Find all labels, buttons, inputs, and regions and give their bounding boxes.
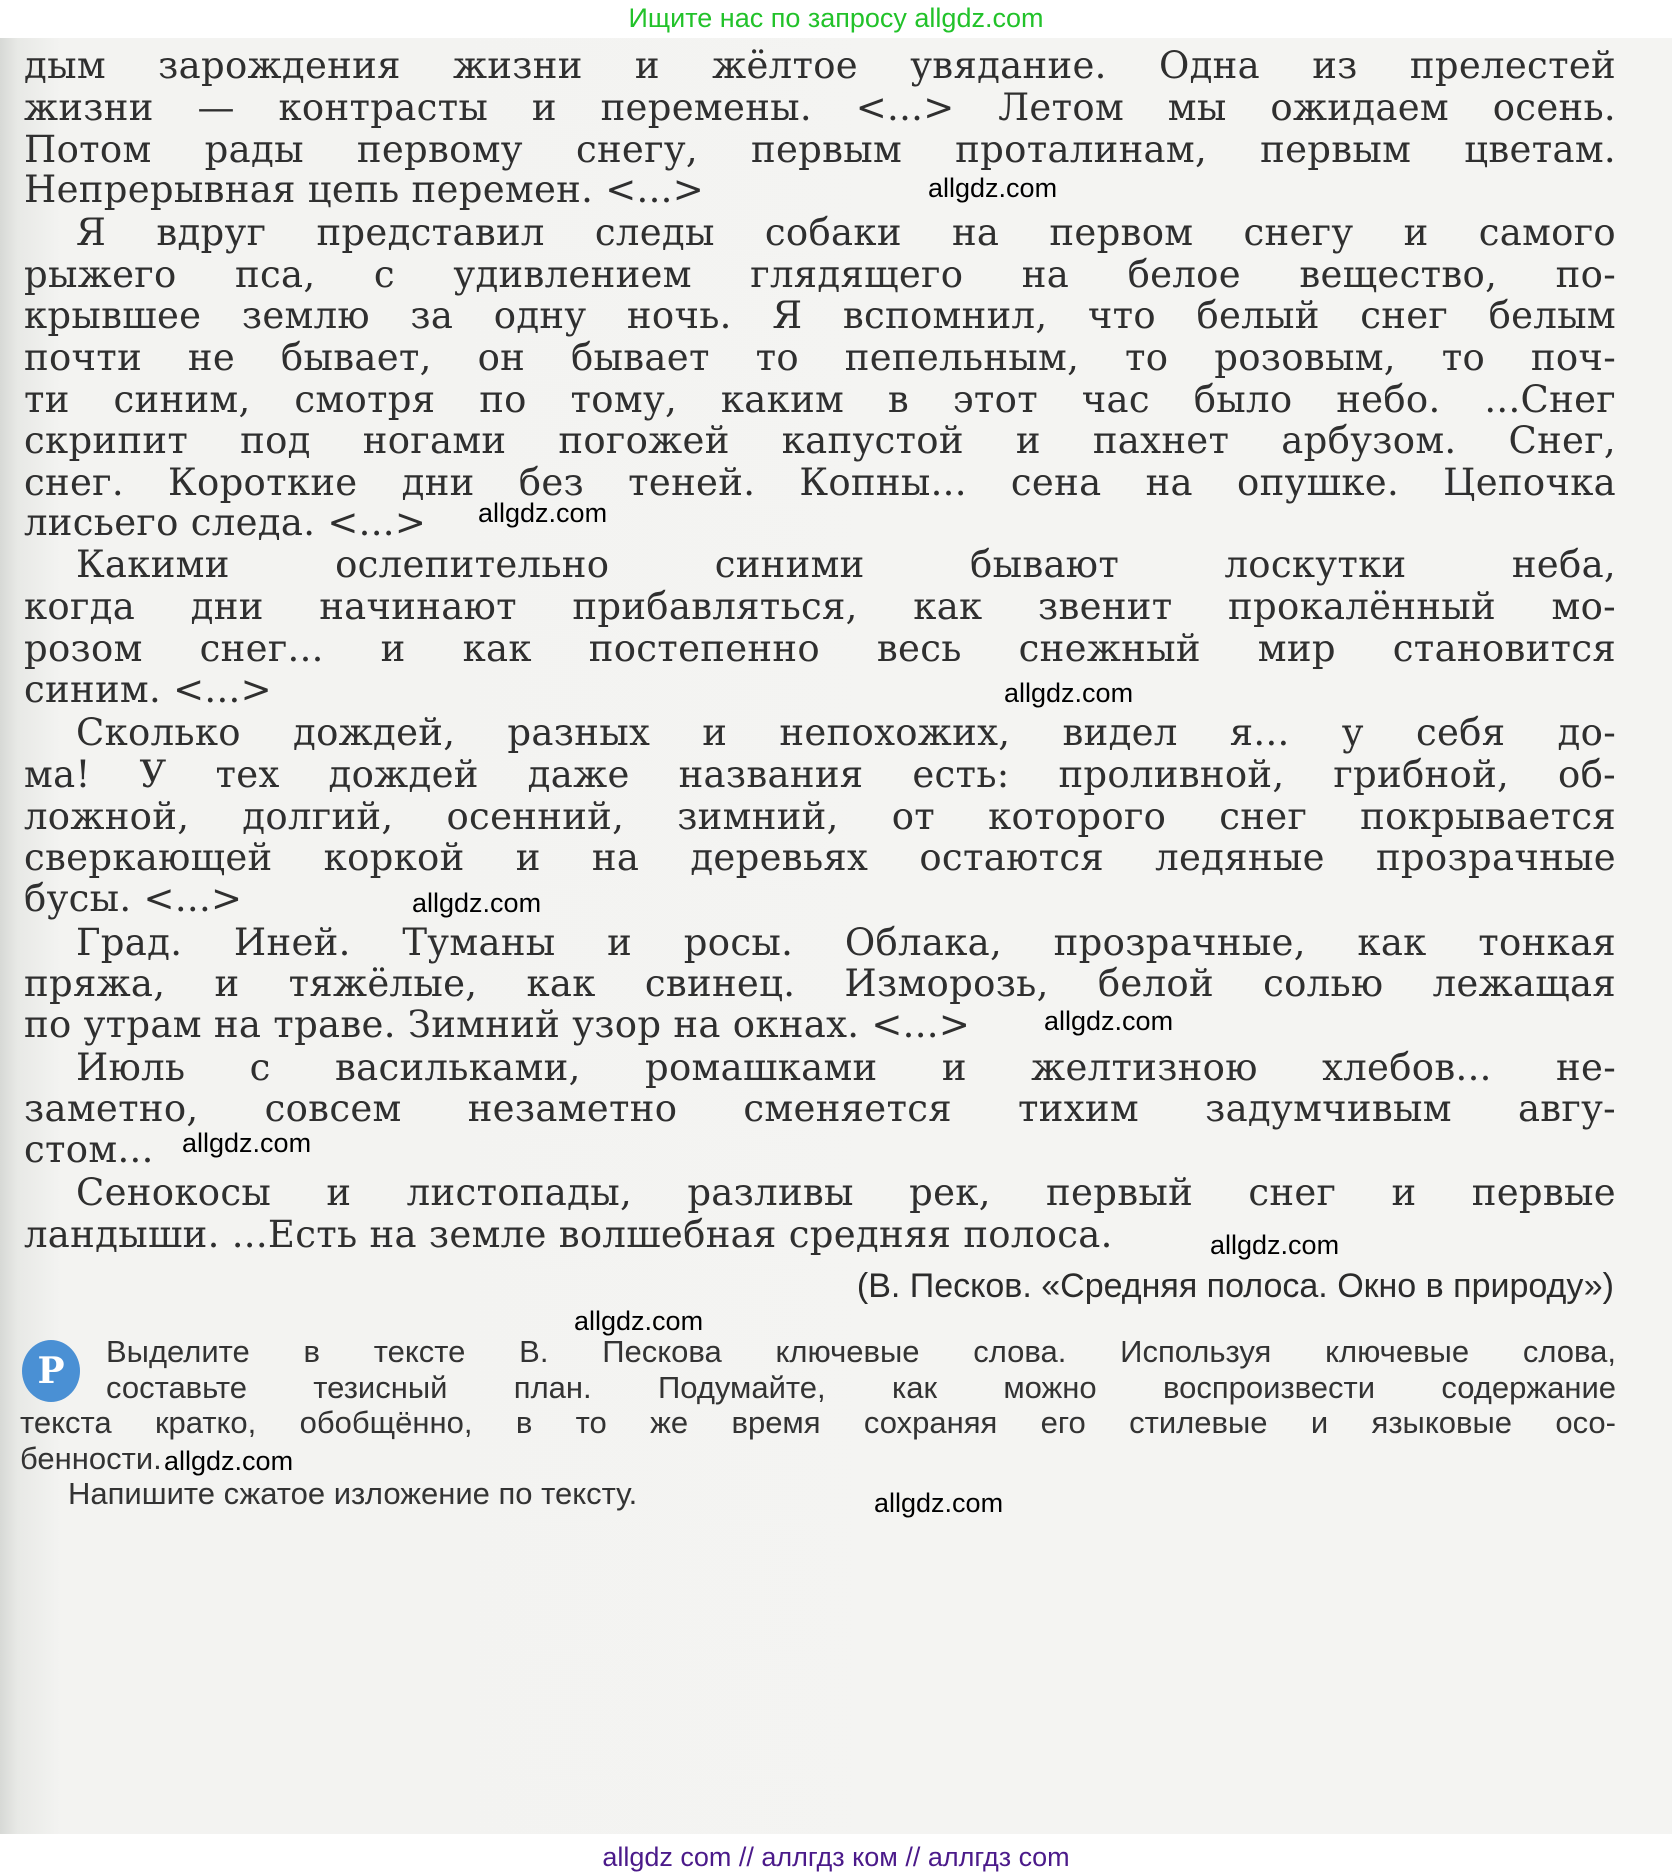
text-line: крывшее землю за одну ночь. Я вспомнил, что белый снег белым [24,294,1616,337]
text-line: лисьего следа. <...> [24,501,427,544]
top-banner: Ищите нас по запросу allgdz.com [628,3,1044,33]
text-line: Июль с васильками, ромашками и желтизною хлебов... не- [76,1046,1616,1089]
text-line: заметно, совсем незаметно сменяется тихим задумчивым авгу- [24,1087,1616,1130]
text-line: ложной, долгий, осенний, зимний, от которого снег покрывается [24,795,1616,838]
task-line: текста кратко, обобщённо, в то же время сохраняя его стилевые и языковые осо- [20,1405,1616,1440]
watermark: allgdz.com [928,173,1058,203]
watermark: allgdz.com [1210,1230,1340,1260]
text-line: бусы. <...> [24,877,243,920]
task-line: Напишите сжатое изложение по тексту. [68,1476,638,1511]
text-line: Какими ослепительно синими бывают лоскутки неба, [76,543,1616,586]
text-line: синим. <...> [24,668,272,711]
text-line: розом снег... и как постепенно весь снежный мир становится [24,627,1616,670]
watermark: allgdz.com [874,1488,1004,1518]
text-line: ландыши. ...Есть на земле волшебная средняя полоса. [24,1213,1113,1256]
text-line: Потом рады первому снегу, первым проталинам, первым цветам. [24,128,1616,171]
p-badge-icon: Р [22,1340,80,1402]
text-line: скрипит под ногами погожей капустой и пахнет арбузом. Снег, [24,419,1616,462]
text-line: рыжего пса, с удивлением глядящего на белое вещество, по- [24,253,1616,296]
watermark: allgdz.com [478,498,608,528]
text-line: дым зарождения жизни и жёлтое увядание. Одна из прелестей [24,44,1616,87]
text-line: Я вдруг представил следы собаки на первом снегу и самого [76,211,1616,254]
watermark: allgdz.com [1004,678,1134,708]
source-citation: (В. Песков. «Средняя полоса. Окно в природу») [856,1267,1614,1305]
watermark: allgdz.com [574,1306,704,1336]
text-line: жизни — контрасты и перемены. <...> Летом мы ожидаем осень. [24,86,1616,129]
text-line: стом... [24,1128,154,1171]
text-line: Непрерывная цепь перемен. <...> [24,168,705,211]
task-line: составьте тезисный план. Подумайте, как можно воспроизвести содержание [106,1370,1616,1405]
text-line: по утрам на траве. Зимний узор на окнах. <...> [24,1003,971,1046]
text-line: Сколько дождей, разных и непохожих, видел я... у себя до- [76,711,1616,754]
text-line: ти синим, смотря по тому, каким в этот час было небо. ...Снег [24,378,1616,421]
text-line: пряжа, и тяжёлые, как свинец. Изморозь, белой солью лежащая [24,962,1616,1005]
text-line: Град. Иней. Туманы и росы. Облака, прозрачные, как тонкая [76,921,1616,964]
task-line: бенности. [20,1441,162,1476]
watermark: allgdz.com [412,888,542,918]
footer-links: allgdz com // аллгдз ком // аллгдз com [602,1842,1070,1872]
text-line: ма! У тех дождей даже названия есть: проливной, грибной, об- [24,753,1616,796]
watermark: allgdz.com [164,1446,294,1476]
text-line: снег. Короткие дни без теней. Копны... сена на опушке. Цепочка [24,461,1616,504]
task-line: Выделите в тексте В. Пескова ключевые слова. Используя ключевые слова, [106,1334,1616,1369]
text-line: сверкающей коркой и на деревьях остаются ледяные прозрачные [24,836,1616,879]
text-line: почти не бывает, он бывает то пепельным, то розовым, то поч- [24,336,1616,379]
watermark: allgdz.com [1044,1006,1174,1036]
watermark: allgdz.com [182,1128,312,1158]
text-line: Сенокосы и листопады, разливы рек, первый снег и первые [76,1171,1616,1214]
text-line: когда дни начинают прибавляться, как звенит прокалённый мо- [24,585,1616,628]
